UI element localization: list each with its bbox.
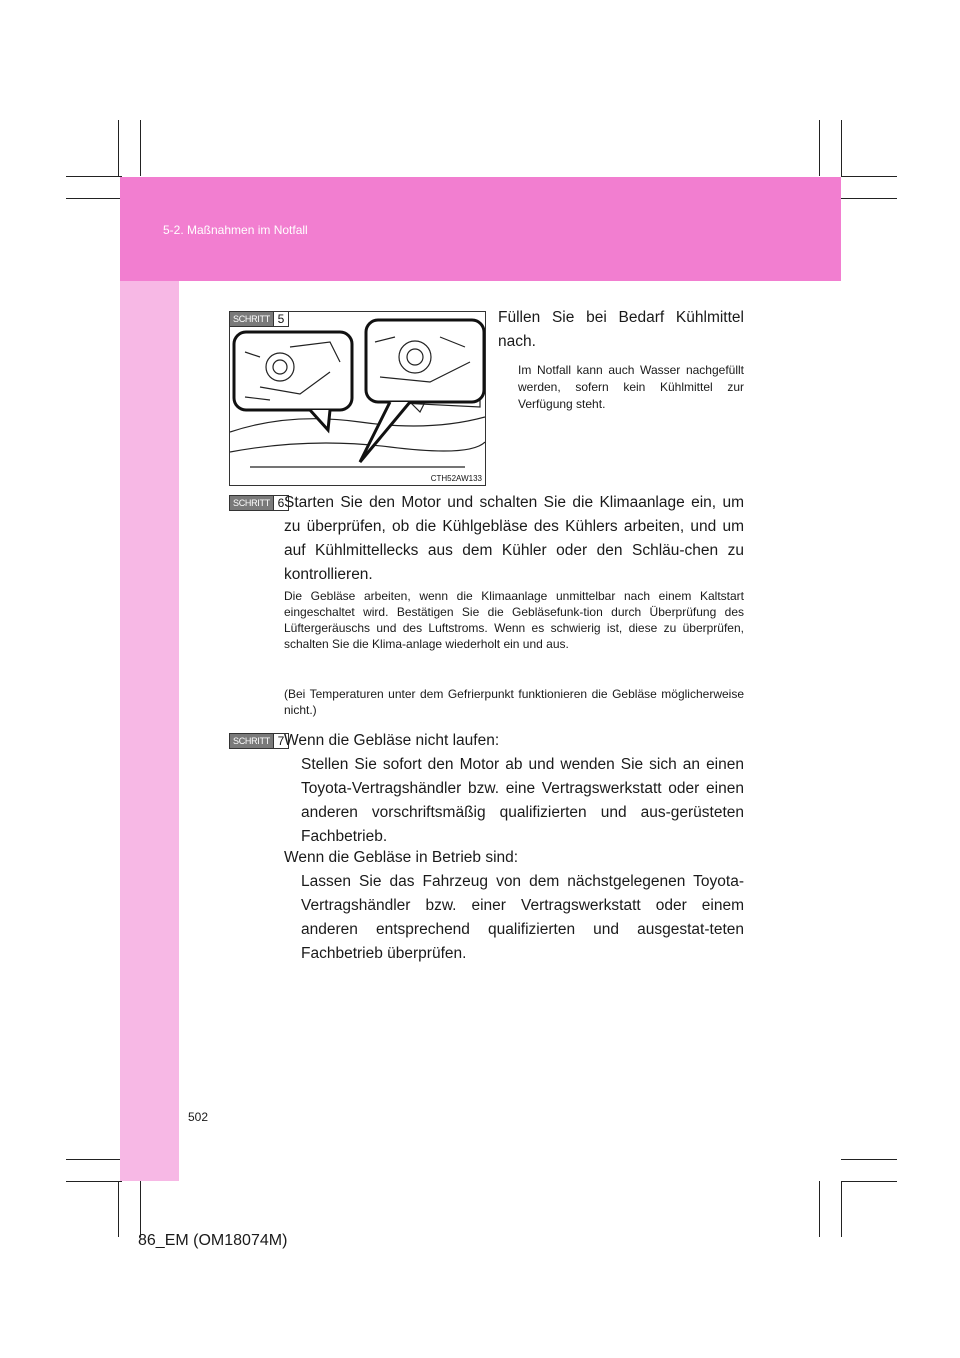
step-badge-word: SCHRITT xyxy=(230,496,273,510)
step-badge-word: SCHRITT xyxy=(230,734,273,748)
step-7-action-running: Lassen Sie das Fahrzeug von dem nächstgelegenen Toyota-Vertragshändler bzw. einer Vertragswerkstatt oder einem anderen entsprechend qualifizierten und ausgestat-teten Fachbetrieb überprüfen. xyxy=(301,873,744,962)
crop-mark xyxy=(841,176,897,177)
engine-bay-drawing xyxy=(230,312,485,485)
crop-mark xyxy=(841,1159,897,1160)
crop-mark xyxy=(118,1181,119,1237)
step-badge-number: 6 xyxy=(273,496,288,510)
step-6-text: Starten Sie den Motor und schalten Sie die Klimaanlage ein, um zu überprüfen, ob die Kühlgebläse des Kühlers arbeiten, und um auf Kühlmittellecks aus dem Kühler oder den Schläu-chen zu kontrollieren. xyxy=(284,494,744,583)
step-7-badge xyxy=(229,733,289,749)
step-6-badge xyxy=(229,495,289,511)
crop-mark xyxy=(819,1181,820,1237)
step-6-note: Die Gebläse arbeiten, wenn die Klimaanlage unmittelbar nach einem Kaltstart eingeschaltet wird. Bestätigen Sie die Gebläsefunk-tion durch Überprüfung des Lüftergeräuschs und des Luftstroms. Wenn es schwierig ist, diese zu überprüfen, schalten Sie die Klima-anlage wiederholt ein und aus. xyxy=(284,589,744,651)
step-badge-number: 5 xyxy=(273,312,288,326)
side-band xyxy=(120,281,179,1181)
crop-mark xyxy=(140,120,141,176)
section-title: 5-2. Maßnahmen im Notfall xyxy=(163,223,308,237)
crop-mark xyxy=(66,198,122,199)
crop-mark xyxy=(819,120,820,176)
crop-mark xyxy=(66,176,122,177)
engine-coolant-illustration xyxy=(229,311,486,486)
step-5-badge xyxy=(229,311,289,327)
figure-code: CTH52AW133 xyxy=(430,474,482,483)
step-6-note-temperature: (Bei Temperaturen unter dem Gefrierpunkt funktionieren die Gebläse möglicherweise nicht.) xyxy=(284,687,744,717)
step-5-text: Füllen Sie bei Bedarf Kühlmittel nach. xyxy=(498,309,744,350)
step-7-action-not-running: Stellen Sie sofort den Motor ab und wenden Sie sich an einen Toyota-Vertragshändler bzw. eine Vertragswerkstatt oder einen anderen vorschriftsmäßig qualifizierten und aus-gerüsteten Fachbetrieb. xyxy=(301,756,744,845)
page-number: 502 xyxy=(188,1110,209,1124)
crop-mark xyxy=(841,198,897,199)
document-id: 86_EM (OM18074M) xyxy=(138,1232,288,1249)
crop-mark xyxy=(140,1181,141,1237)
crop-mark xyxy=(841,1181,842,1237)
step-7-condition-not-running: Wenn die Gebläse nicht laufen: xyxy=(284,732,500,749)
crop-mark xyxy=(841,1181,897,1182)
step-5-note: Im Notfall kann auch Wasser nachgefüllt werden, sofern kein Kühlmittel zur Verfügung steht. xyxy=(518,363,744,411)
crop-mark xyxy=(841,120,842,176)
crop-mark xyxy=(66,1159,122,1160)
step-badge-number: 7 xyxy=(273,734,288,748)
step-7-condition-running: Wenn die Gebläse in Betrieb sind: xyxy=(284,849,519,866)
crop-mark xyxy=(66,1181,122,1182)
crop-mark xyxy=(118,120,119,176)
step-badge-word: SCHRITT xyxy=(230,312,273,326)
